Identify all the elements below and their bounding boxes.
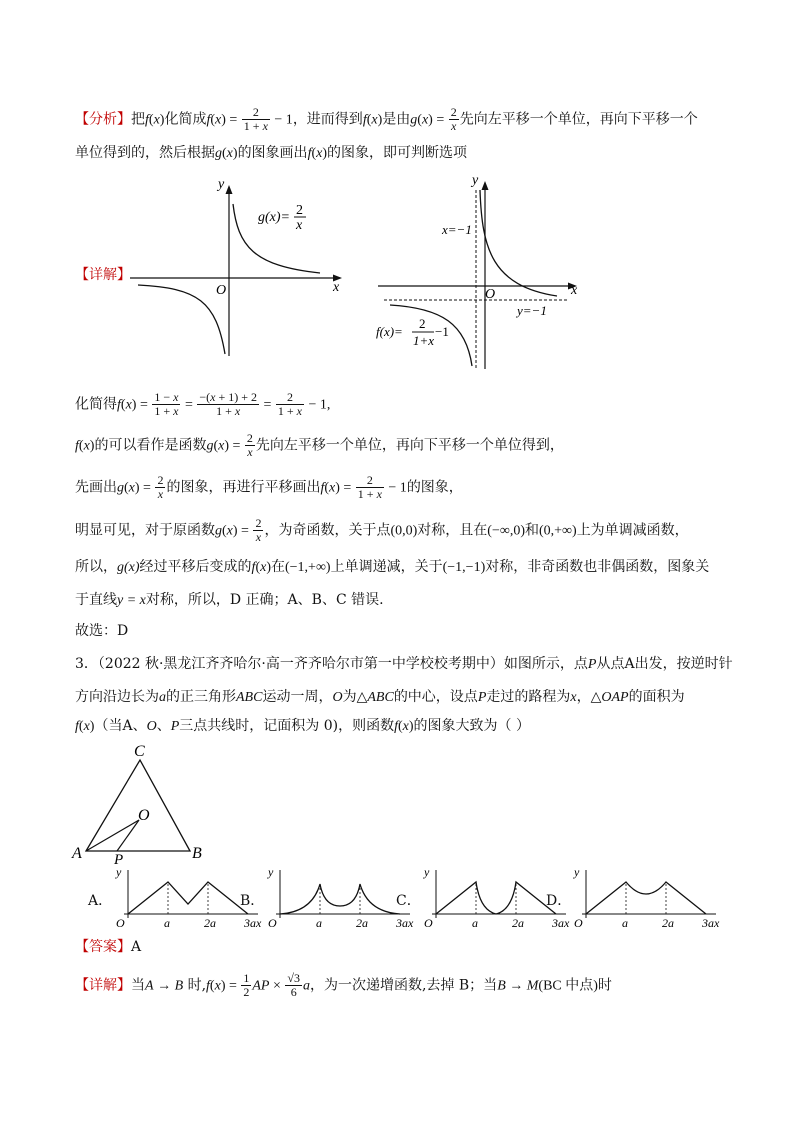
y-label: y [424,865,430,879]
svg-text:2: 2 [419,316,426,331]
body-line-6: 于直线y = x对称，所以，D 正确；A、B、C 错误. [75,592,384,608]
origin-label: O [574,916,583,930]
center-O: O [138,807,150,824]
body-line-2: f(x)的可以看作是函数g(x) = $\frac{2}{x}$ 先向左平移一个单位，再向下平移一个单位得到， [75,431,564,459]
body-line-3: 先画出g(x) = $\frac{2}{x}$ 的图象，再进行平移画出f(x) = $\frac{2}{1 + x}$ − 1的图象， [75,473,463,501]
tick-label: 2a [662,916,674,930]
graph-g-origin: O [216,283,227,298]
function-curve [586,882,706,914]
svg-text:2: 2 [296,203,303,218]
origin-label: O [268,916,277,930]
origin-label: O [116,916,125,930]
y-label: y [574,865,580,879]
option-b[interactable] [240,864,414,934]
answer-value: A [131,939,142,955]
graph-f [372,174,587,374]
body-line-5: 所以，g(x)经过平移后变成的f(x)在(−1,+∞)上单调递减，关于(−1,−1)对称，非奇函数也非偶函数，图象关 [75,559,710,575]
vertex-B: B [192,845,202,862]
option-a[interactable] [88,864,262,934]
option-graph [404,864,570,934]
x-label: x [564,916,570,930]
origin-label: O [424,916,433,930]
answer-line [75,936,141,958]
graph-f-y-label: y [472,173,479,188]
detail2-line: 【详解】当A → B 时,f(x) = $\frac{1}{2}$ AP × $\frac{√3}{6}$ a，为一次递增函数,去掉 B；当B → M(BC 中点)时 [75,971,612,999]
option-graph [96,864,262,934]
q3-line-3: f(x)（当A、O、P三点共线时，记面积为 0)，则函数f(x)的图象大致为（ ） [75,718,530,734]
graph-f-vertical-asymptote: x=−1 [442,222,472,237]
graph-g-x-label: x [333,280,340,295]
function-curve [280,884,400,914]
vertex-A: A [72,845,82,862]
tick-label: 2a [356,916,368,930]
svg-text:−1: −1 [435,324,449,339]
x-label: x [408,916,414,930]
option-d[interactable] [546,864,720,934]
tick-label: 3a [552,916,564,930]
x-label: x [714,916,720,930]
graph-g [128,176,358,361]
answer-tag: 【答案】 [75,939,131,955]
analysis-tag: 【分析】 [75,111,131,128]
x-label: x [256,916,262,930]
triangle-figure [72,740,212,868]
graph-f-origin: O [485,287,496,302]
graph-f-x-label: x [571,283,578,298]
option-letter: D． [546,893,572,909]
detail2-tag: 【详解】 [75,977,131,994]
graph-g-func-label: g(x)= [258,210,290,225]
y-label: y [268,865,274,879]
vertex-C: C [134,743,145,760]
tick-label: 3a [396,916,408,930]
option-graph [248,864,414,934]
graph-g-y-label: y [218,177,225,192]
option-letter: C． [396,893,421,909]
tick-label: a [622,916,628,930]
detail-tag: 【详解】 [75,267,131,283]
tick-label: a [316,916,322,930]
tick-label: a [472,916,478,930]
option-c[interactable] [396,864,570,934]
q3-line-2: 方向沿边长为a的正三角形ABC运动一周，O为△ABC的中心，设点P走过的路程为x，△OAP的面积为 [75,689,685,705]
y-label: y [116,865,122,879]
analysis-line-2: 单位得到的，然后根据g(x)的图象画出f(x)的图象，即可判断选项 [75,145,468,161]
function-curve [436,882,556,914]
choice-line: 故选：D [75,623,129,639]
tick-label: 2a [512,916,524,930]
svg-text:1+x: 1+x [413,333,435,348]
q3-line-1: 3．（2022 秋·黑龙江齐齐哈尔·高一齐齐哈尔市第一中学校校考期中）如图所示，点P从点A出发，按逆时针 [75,656,733,672]
option-letter: B． [240,893,265,909]
graph-f-func-label: f(x)= [376,324,403,339]
svg-text:x: x [296,218,303,233]
tick-label: 3a [244,916,256,930]
graph-f-horizontal-asymptote: y=−1 [517,303,547,318]
tick-label: a [164,916,170,930]
tick-label: 3a [702,916,714,930]
analysis-line-1: 【分析】把f(x)化简成f(x) = $\frac{2}{1 + x}$ − 1，进而得到f(x)是由g(x) = $\frac{2}{x}$ 先向左平移一个单位，再向下平移一个 [75,105,698,133]
tick-label: 2a [204,916,216,930]
simplify-line: 化简得f(x) = $\frac{1 - x}{1 + x}$ = $\frac{-(x + 1) + 2}{1 + x}$ = $\frac{2}{1 + x}$ − 1, [75,390,331,418]
option-graph [554,864,720,934]
body-line-4: 明显可见，对于原函数g(x) = $\frac{2}{x}$ ，为奇函数，关于点(0,0)对称，且在(−∞,0)和(0,+∞)上为单调减函数， [75,516,689,544]
point-P: P [114,852,124,868]
function-curve [128,882,248,914]
option-letter: A． [88,893,113,909]
